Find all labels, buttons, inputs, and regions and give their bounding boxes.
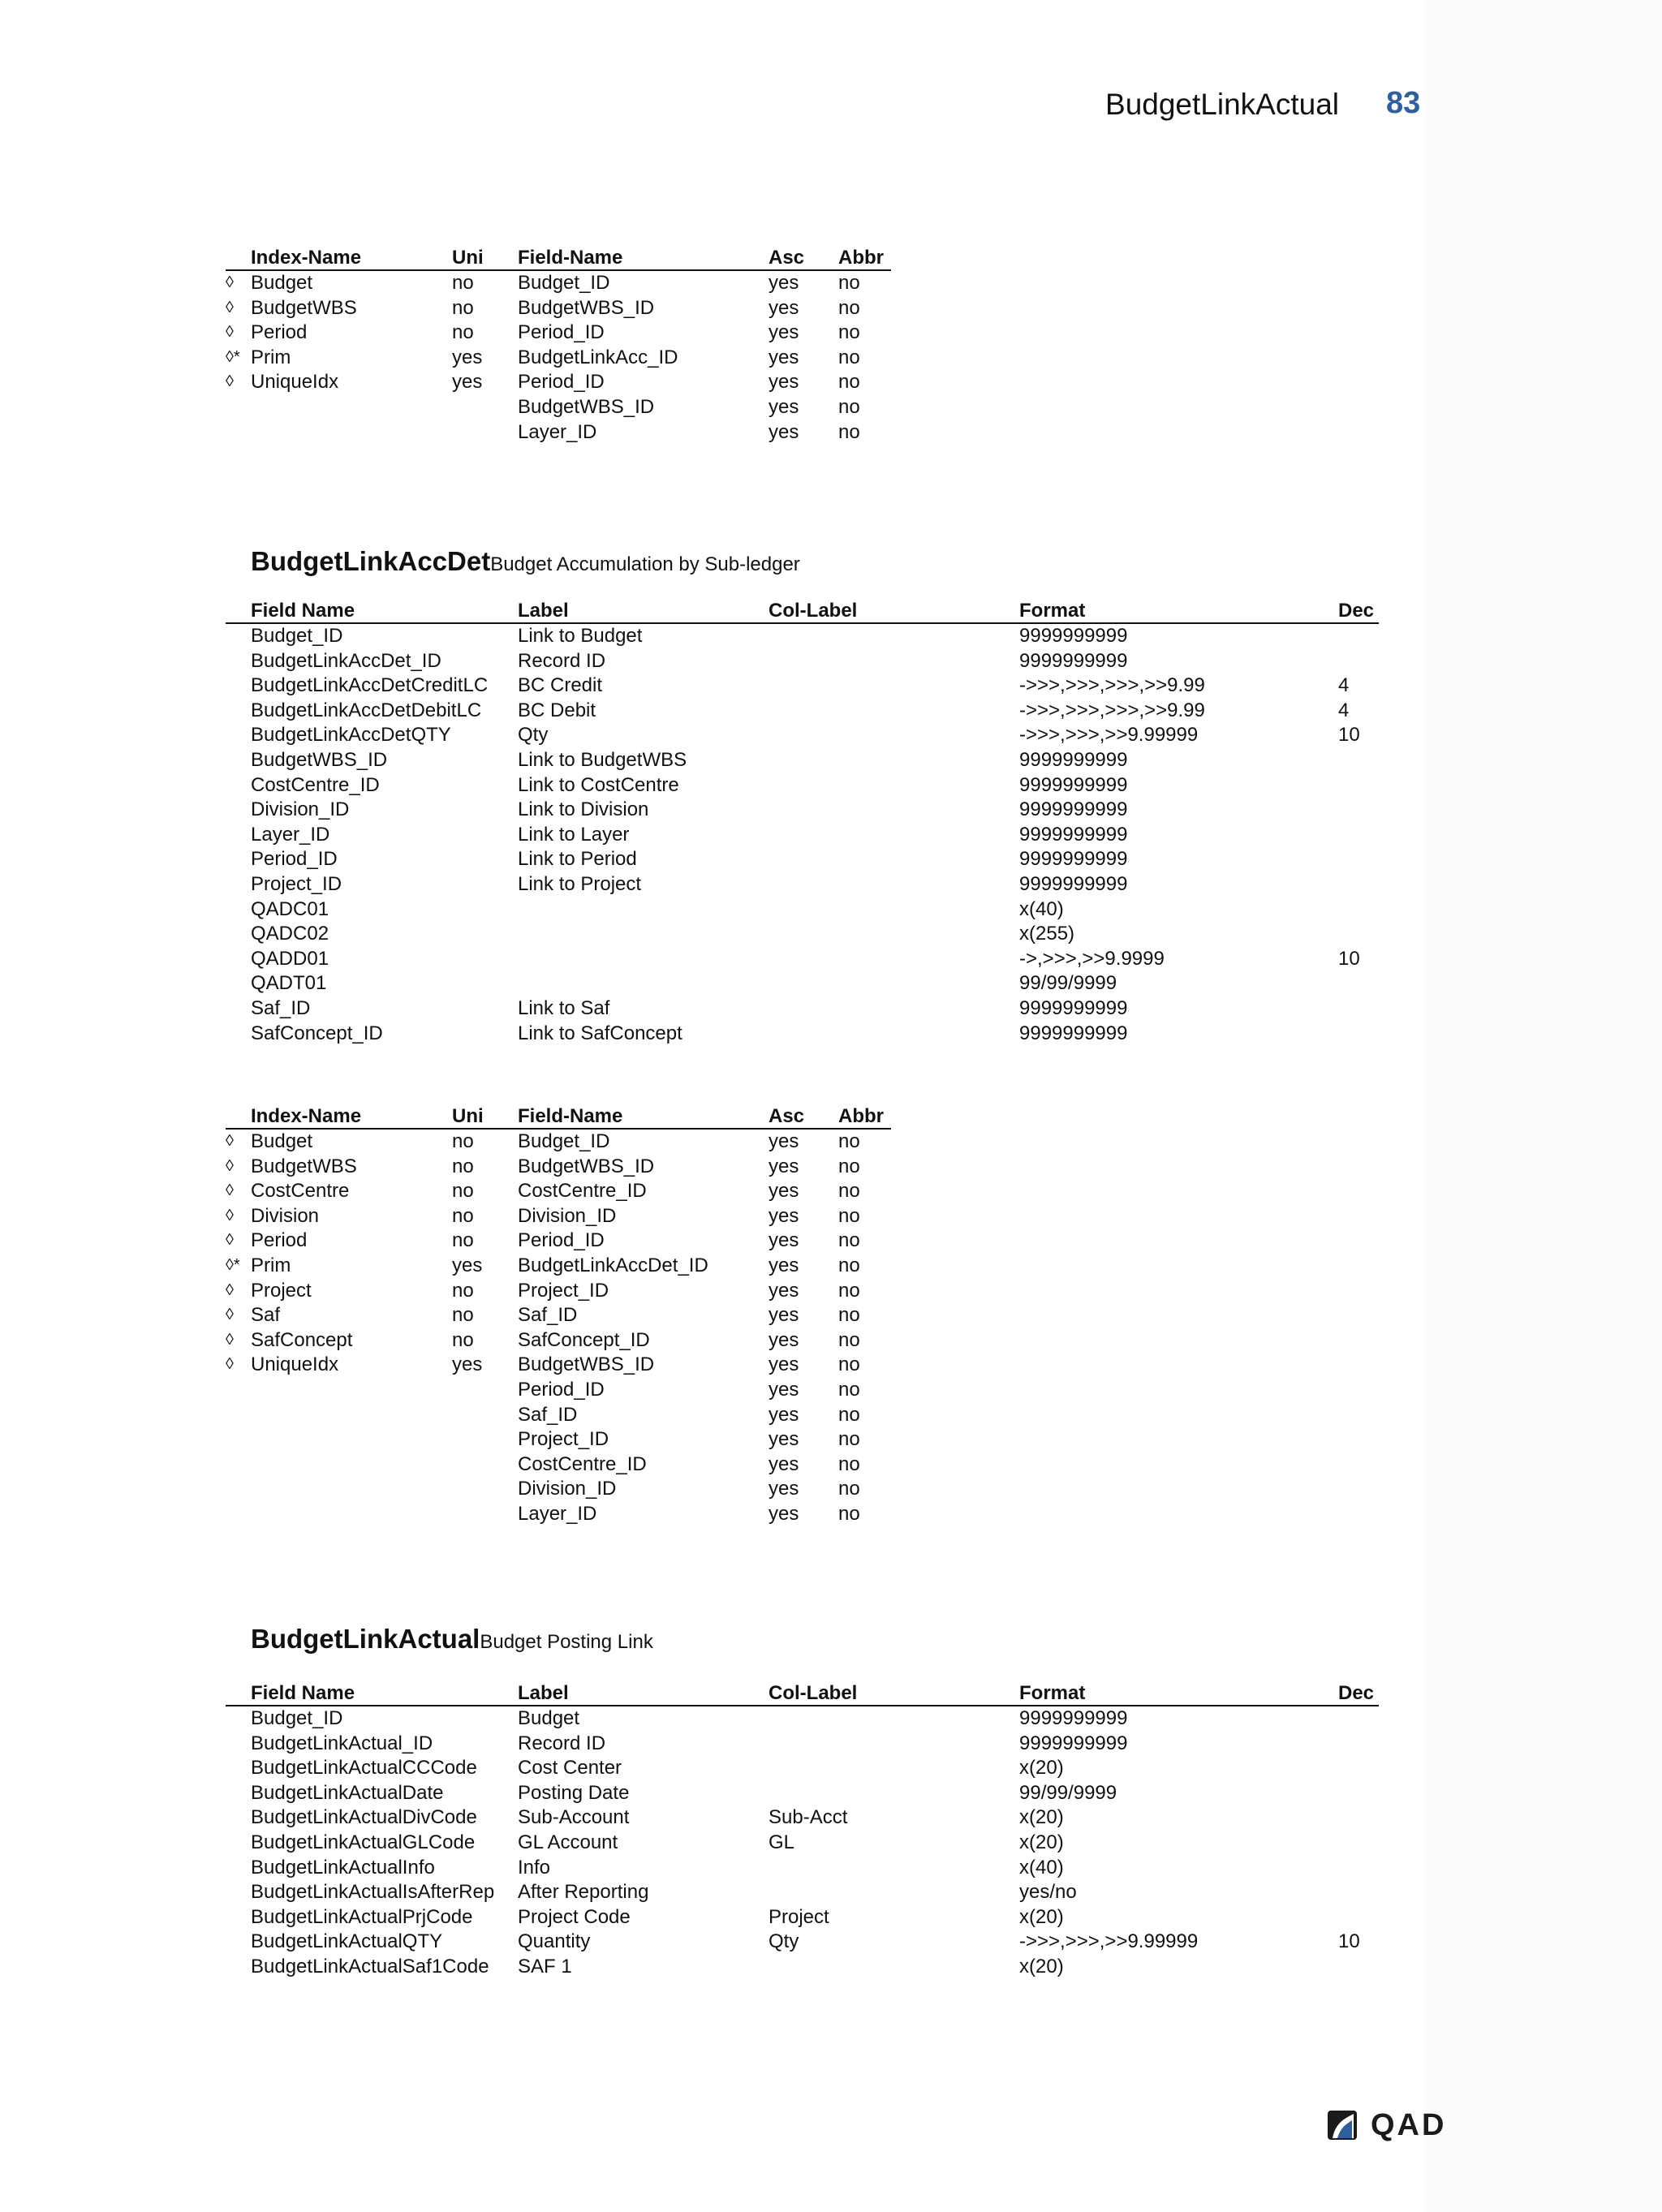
index-row: [0, 1203, 1662, 1229]
ascending-flag: yes: [769, 272, 799, 294]
index-marker: ◊: [226, 1280, 234, 1299]
index-row: [0, 1352, 1662, 1377]
field-row: [0, 1830, 1662, 1855]
index-row: [0, 1154, 1662, 1179]
index-header-row: [0, 1104, 1662, 1129]
ascending-flag: yes: [769, 420, 799, 443]
index-marker: ◊: [226, 1231, 234, 1250]
field-name: BudgetLinkActualPrjCode: [251, 1905, 473, 1928]
ascending-flag: yes: [769, 1452, 799, 1475]
index-marker: ◊: [226, 1330, 234, 1349]
field-name: Saf_ID: [251, 997, 311, 1019]
index-marker: ◊: [226, 1206, 234, 1224]
ascending-flag: yes: [769, 1155, 799, 1177]
index-row: [0, 1501, 1662, 1526]
index-field-name: Saf_ID: [518, 1304, 578, 1327]
index-marker: ◊: [226, 273, 234, 291]
index-field-name: SafConcept_ID: [518, 1328, 650, 1351]
unique-flag: no: [452, 1229, 474, 1252]
index-field-name: BudgetWBS_ID: [518, 1155, 655, 1177]
field-col-label: Sub-Acct: [769, 1806, 848, 1829]
unique-flag: yes: [452, 1254, 483, 1276]
field-label: Link to Division: [518, 798, 649, 821]
abbreviated-flag: no: [838, 346, 860, 368]
field-label: Link to Project: [518, 873, 642, 895]
index-field-name: Division_ID: [518, 1204, 617, 1227]
index-field-name: Period_ID: [518, 371, 605, 394]
field-format: ->>>,>>>,>>9.99999: [1019, 1930, 1199, 1953]
field-format: x(20): [1019, 1905, 1064, 1928]
index-field-name: BudgetLinkAccDet_ID: [518, 1254, 708, 1276]
page-number: 83: [1386, 86, 1421, 120]
field-name: Budget_ID: [251, 625, 343, 647]
field-label: Record ID: [518, 1732, 606, 1754]
unique-flag: no: [452, 1279, 474, 1302]
field-label: Posting Date: [518, 1781, 630, 1804]
index-field-name: CostCentre_ID: [518, 1180, 647, 1203]
field-decimals: 10: [1338, 1930, 1360, 1953]
field-name-header: Field-Name: [518, 1105, 623, 1127]
table-name: BudgetLinkActual: [251, 1624, 480, 1654]
field-name: BudgetLinkActualDate: [251, 1781, 444, 1804]
field-name: QADD01: [251, 947, 329, 970]
field-label: Link to Saf: [518, 997, 610, 1019]
index-row: [0, 345, 1662, 370]
index-field-name: Project_ID: [518, 1428, 609, 1451]
section-title-budgetlinkaccdet: [251, 545, 800, 583]
index-field-name: Budget_ID: [518, 272, 610, 294]
field-name: BudgetLinkAccDetCreditLC: [251, 674, 489, 697]
field-format: x(255): [1019, 923, 1075, 945]
index-name: Budget: [251, 272, 313, 294]
unique-flag: no: [452, 1180, 474, 1203]
field-format: 9999999999: [1019, 749, 1128, 771]
index-row: [0, 295, 1662, 321]
index-marker: ◊: [226, 1156, 234, 1175]
field-name: Period_ID: [251, 848, 338, 871]
field-row: [0, 797, 1662, 822]
abbreviated-flag: no: [838, 321, 860, 344]
abbreviated-flag: no: [838, 1452, 860, 1475]
index-marker: ◊: [226, 1132, 234, 1150]
index-field-name: Budget_ID: [518, 1130, 610, 1152]
abbreviated-flag: no: [838, 1328, 860, 1351]
abbreviated-flag: no: [838, 296, 860, 319]
abbreviated-flag: no: [838, 1478, 860, 1500]
field-label: Record ID: [518, 649, 606, 672]
field-label: GL Account: [518, 1831, 618, 1853]
index-row: [0, 1377, 1662, 1402]
ascending-flag: yes: [769, 1503, 799, 1525]
field-name: QADC02: [251, 923, 329, 945]
index-name: Project: [251, 1279, 312, 1302]
index-name: Period: [251, 1229, 308, 1252]
index-row: [0, 1278, 1662, 1303]
unique-flag: no: [452, 321, 474, 344]
index-field-name: Layer_ID: [518, 1503, 597, 1525]
ascending-flag: yes: [769, 371, 799, 394]
index-field-name: Period_ID: [518, 1229, 605, 1252]
field-row: [0, 1780, 1662, 1805]
field-name: Division_ID: [251, 798, 350, 821]
field-decimals: 10: [1338, 947, 1360, 970]
index-row: [0, 1427, 1662, 1452]
field-label: Quantity: [518, 1930, 591, 1953]
field-decimals: 10: [1338, 724, 1360, 747]
qad-logo-text: QAD: [1371, 2108, 1447, 2142]
abbreviated-flag: no: [838, 272, 860, 294]
field-name: BudgetLinkActualIsAfterRep: [251, 1881, 495, 1904]
ascending-flag: yes: [769, 1130, 799, 1152]
field-label: Link to CostCentre: [518, 773, 679, 796]
field-row: [0, 722, 1662, 747]
decimals-header: Dec: [1338, 600, 1375, 622]
unique-flag: no: [452, 272, 474, 294]
abbreviated-flag: no: [838, 1130, 860, 1152]
field-label: BC Debit: [518, 699, 596, 721]
ascending-flag: yes: [769, 321, 799, 344]
index-marker: ◊: [226, 1306, 234, 1324]
col-label-header: Col-Label: [769, 600, 858, 622]
field-format: 9999999999: [1019, 1732, 1128, 1754]
index-field-name: BudgetLinkAcc_ID: [518, 346, 678, 368]
field-row: [0, 996, 1662, 1021]
section-title-budgetlinkactual: [251, 1623, 653, 1661]
ascending-flag: yes: [769, 1304, 799, 1327]
field-label: SAF 1: [518, 1956, 572, 1977]
field-row: [0, 921, 1662, 946]
abbreviated-flag: no: [838, 1403, 860, 1426]
field-label: BC Credit: [518, 674, 603, 697]
field-name: SafConcept_ID: [251, 1022, 383, 1044]
field-format: x(40): [1019, 897, 1064, 920]
field-row: [0, 1805, 1662, 1830]
field-name: BudgetLinkActualSaf1Code: [251, 1956, 489, 1977]
field-row: [0, 1706, 1662, 1731]
field-format: 9999999999: [1019, 798, 1128, 821]
ascending-header: Asc: [769, 247, 805, 269]
unique-flag: yes: [452, 346, 483, 368]
index-row: [0, 394, 1662, 420]
field-label: Cost Center: [518, 1757, 622, 1779]
abbreviated-flag: no: [838, 1428, 860, 1451]
field-col-label: Project: [769, 1905, 829, 1928]
field-label: Project Code: [518, 1905, 631, 1928]
abbreviated-flag: no: [838, 396, 860, 418]
index-row: [0, 420, 1662, 445]
field-row: [0, 623, 1662, 648]
ascending-flag: yes: [769, 1379, 799, 1401]
index-field-name: Project_ID: [518, 1279, 609, 1302]
index-name: Saf: [251, 1304, 281, 1327]
field-decimals: 4: [1338, 674, 1350, 697]
index-marker: ◊: [226, 1355, 234, 1374]
field-row: [0, 1755, 1662, 1780]
field-header-row: [0, 598, 1662, 623]
decimals-header: Dec: [1338, 1682, 1375, 1704]
index-marker: ◊: [226, 298, 234, 316]
ascending-flag: yes: [769, 1478, 799, 1500]
index-name-header: Index-Name: [251, 1105, 362, 1127]
index-row: [0, 1228, 1662, 1253]
field-row: [0, 1855, 1662, 1880]
ascending-flag: yes: [769, 1180, 799, 1203]
abbreviated-flag: no: [838, 1229, 860, 1252]
field-label: Link to Period: [518, 848, 637, 871]
index-field-name: BudgetWBS_ID: [518, 1353, 655, 1376]
field-label: After Reporting: [518, 1881, 649, 1904]
index-name-header: Index-Name: [251, 247, 362, 269]
field-format: ->>>,>>>,>>>,>>9.99: [1019, 699, 1205, 721]
index-field-name: CostCentre_ID: [518, 1452, 647, 1475]
abbreviated-flag: no: [838, 1304, 860, 1327]
unique-flag: no: [452, 1155, 474, 1177]
field-name: BudgetWBS_ID: [251, 749, 388, 771]
field-row: [0, 846, 1662, 871]
field-label: Link to SafConcept: [518, 1022, 682, 1044]
field-format: 9999999999: [1019, 773, 1128, 796]
ascending-header: Asc: [769, 1105, 805, 1127]
index-name: SafConcept: [251, 1328, 353, 1351]
field-label: Sub-Account: [518, 1806, 630, 1829]
field-format: 9999999999: [1019, 823, 1128, 846]
index-row: [0, 1302, 1662, 1328]
ascending-flag: yes: [769, 1254, 799, 1276]
unique-flag: no: [452, 1204, 474, 1227]
ascending-flag: yes: [769, 1328, 799, 1351]
field-col-label: Qty: [769, 1930, 799, 1953]
index-field-name: Division_ID: [518, 1478, 617, 1500]
field-name-header: Field Name: [251, 1682, 355, 1704]
abbreviated-flag: no: [838, 1254, 860, 1276]
abbreviated-flag: no: [838, 1503, 860, 1525]
unique-flag: no: [452, 1328, 474, 1351]
ascending-flag: yes: [769, 1204, 799, 1227]
field-name: BudgetLinkAccDetDebitLC: [251, 699, 482, 721]
field-name: Budget_ID: [251, 1707, 343, 1729]
field-format: ->>>,>>>,>>9.99999: [1019, 724, 1199, 747]
index-row: [0, 270, 1662, 295]
abbreviated-flag: no: [838, 1155, 860, 1177]
field-row: [0, 946, 1662, 971]
unique-flag: no: [452, 1304, 474, 1327]
field-label: Link to Layer: [518, 823, 630, 846]
field-row: [0, 1954, 1662, 1979]
field-row: [0, 772, 1662, 798]
field-row: [0, 897, 1662, 922]
unique-flag: no: [452, 1130, 474, 1152]
table-description: Budget Posting Link: [480, 1631, 653, 1653]
field-name: BudgetLinkAccDet_ID: [251, 649, 441, 672]
index-name: UniqueIdx: [251, 371, 339, 394]
field-row: [0, 1731, 1662, 1756]
field-format: x(20): [1019, 1956, 1064, 1977]
abbreviated-flag: no: [838, 1180, 860, 1203]
field-row: [0, 1904, 1662, 1930]
field-row: [0, 648, 1662, 673]
index-field-name: BudgetWBS_ID: [518, 296, 655, 319]
index-marker: ◊*: [226, 1256, 240, 1274]
field-name: CostCentre_ID: [251, 773, 380, 796]
field-name: QADT01: [251, 972, 327, 995]
abbreviated-flag: no: [838, 420, 860, 443]
col-label-header: Col-Label: [769, 1682, 858, 1704]
field-name: BudgetLinkActual_ID: [251, 1732, 433, 1754]
field-name: BudgetLinkAccDetQTY: [251, 724, 451, 747]
field-name-header: Field Name: [251, 600, 355, 622]
unique-flag: yes: [452, 1353, 483, 1376]
field-name: BudgetLinkActualDivCode: [251, 1806, 477, 1829]
field-format: ->,>>>,>>9.9999: [1019, 947, 1165, 970]
field-format: 99/99/9999: [1019, 1781, 1117, 1804]
index-row: [0, 369, 1662, 394]
field-row: [0, 1929, 1662, 1954]
field-label: Info: [518, 1856, 551, 1878]
ascending-flag: yes: [769, 1403, 799, 1426]
index-name: CostCentre: [251, 1180, 350, 1203]
ascending-flag: yes: [769, 396, 799, 418]
field-name: Layer_ID: [251, 823, 330, 846]
field-row: [0, 698, 1662, 723]
ascending-flag: yes: [769, 1428, 799, 1451]
field-format: 9999999999: [1019, 625, 1128, 647]
field-format: 9999999999: [1019, 848, 1128, 871]
field-label: Link to Budget: [518, 625, 643, 647]
abbreviated-flag: no: [838, 1279, 860, 1302]
index-marker: ◊*: [226, 347, 240, 366]
field-format: 9999999999: [1019, 1022, 1128, 1044]
field-format: x(20): [1019, 1806, 1064, 1829]
abbreviated-header: Abbr: [838, 1105, 884, 1127]
index-row: [0, 1476, 1662, 1501]
index-row: [0, 1178, 1662, 1203]
field-name-header: Field-Name: [518, 247, 623, 269]
ascending-flag: yes: [769, 1279, 799, 1302]
field-name: BudgetLinkActualInfo: [251, 1856, 435, 1878]
field-format: yes/no: [1019, 1881, 1077, 1904]
field-label: Link to BudgetWBS: [518, 749, 687, 771]
index-field-name: Saf_ID: [518, 1403, 578, 1426]
index-row: [0, 1452, 1662, 1477]
index-name: BudgetWBS: [251, 1155, 357, 1177]
field-row: [0, 871, 1662, 897]
field-name: BudgetLinkActualCCCode: [251, 1757, 477, 1779]
abbreviated-flag: no: [838, 371, 860, 394]
index-marker: ◊: [226, 1181, 234, 1200]
ascending-flag: yes: [769, 296, 799, 319]
unique-header: Uni: [452, 247, 484, 269]
label-header: Label: [518, 1682, 569, 1704]
field-label: Qty: [518, 724, 549, 747]
field-format: x(20): [1019, 1831, 1064, 1853]
field-decimals: 4: [1338, 699, 1350, 721]
index-row: [0, 1328, 1662, 1353]
running-header-title: BudgetLinkActual: [1105, 88, 1339, 121]
format-header: Format: [1019, 600, 1086, 622]
abbreviated-header: Abbr: [838, 247, 884, 269]
index-row: [0, 1253, 1662, 1278]
field-format: 9999999999: [1019, 873, 1128, 895]
field-format: x(40): [1019, 1856, 1064, 1878]
index-field-name: Period_ID: [518, 321, 605, 344]
index-row: [0, 1129, 1662, 1154]
index-name: Prim: [251, 346, 291, 368]
field-format: 9999999999: [1019, 649, 1128, 672]
format-header: Format: [1019, 1682, 1086, 1704]
ascending-flag: yes: [769, 346, 799, 368]
index-field-name: Layer_ID: [518, 420, 597, 443]
index-name: Budget: [251, 1130, 313, 1152]
field-header-row: [0, 1681, 1662, 1706]
field-format: 9999999999: [1019, 997, 1128, 1019]
unique-flag: no: [452, 296, 474, 319]
field-format: 9999999999: [1019, 1707, 1128, 1729]
ascending-flag: yes: [769, 1229, 799, 1252]
index-header-row: [0, 245, 1662, 270]
index-field-name: BudgetWBS_ID: [518, 396, 655, 418]
field-format: ->>>,>>>,>>>,>>9.99: [1019, 674, 1205, 697]
unique-flag: yes: [452, 371, 483, 394]
abbreviated-flag: no: [838, 1353, 860, 1376]
field-row: [0, 822, 1662, 847]
index-field-name: Period_ID: [518, 1379, 605, 1401]
field-format: x(20): [1019, 1757, 1064, 1779]
abbreviated-flag: no: [838, 1379, 860, 1401]
table-name: BudgetLinkAccDet: [251, 546, 491, 576]
index-marker: ◊: [226, 323, 234, 342]
index-marker: ◊: [226, 372, 234, 391]
index-row: [0, 1402, 1662, 1427]
unique-header: Uni: [452, 1105, 484, 1127]
field-row: [0, 747, 1662, 772]
index-name: UniqueIdx: [251, 1353, 339, 1376]
index-name: Division: [251, 1204, 320, 1227]
field-row: [0, 1021, 1662, 1046]
field-name: BudgetLinkActualGLCode: [251, 1831, 476, 1853]
field-row: [0, 1879, 1662, 1904]
index-name: Prim: [251, 1254, 291, 1276]
index-name: Period: [251, 321, 308, 344]
field-label: Budget: [518, 1707, 580, 1729]
ascending-flag: yes: [769, 1353, 799, 1376]
index-name: BudgetWBS: [251, 296, 357, 319]
field-row: [0, 970, 1662, 996]
label-header: Label: [518, 600, 569, 622]
table-description: Budget Accumulation by Sub-ledger: [490, 553, 800, 575]
field-col-label: GL: [769, 1831, 795, 1853]
index-row: [0, 320, 1662, 345]
field-name: QADC01: [251, 897, 329, 920]
field-name: BudgetLinkActualQTY: [251, 1930, 443, 1953]
field-row: [0, 673, 1662, 698]
field-format: 99/99/9999: [1019, 972, 1117, 995]
abbreviated-flag: no: [838, 1204, 860, 1227]
field-name: Project_ID: [251, 873, 342, 895]
